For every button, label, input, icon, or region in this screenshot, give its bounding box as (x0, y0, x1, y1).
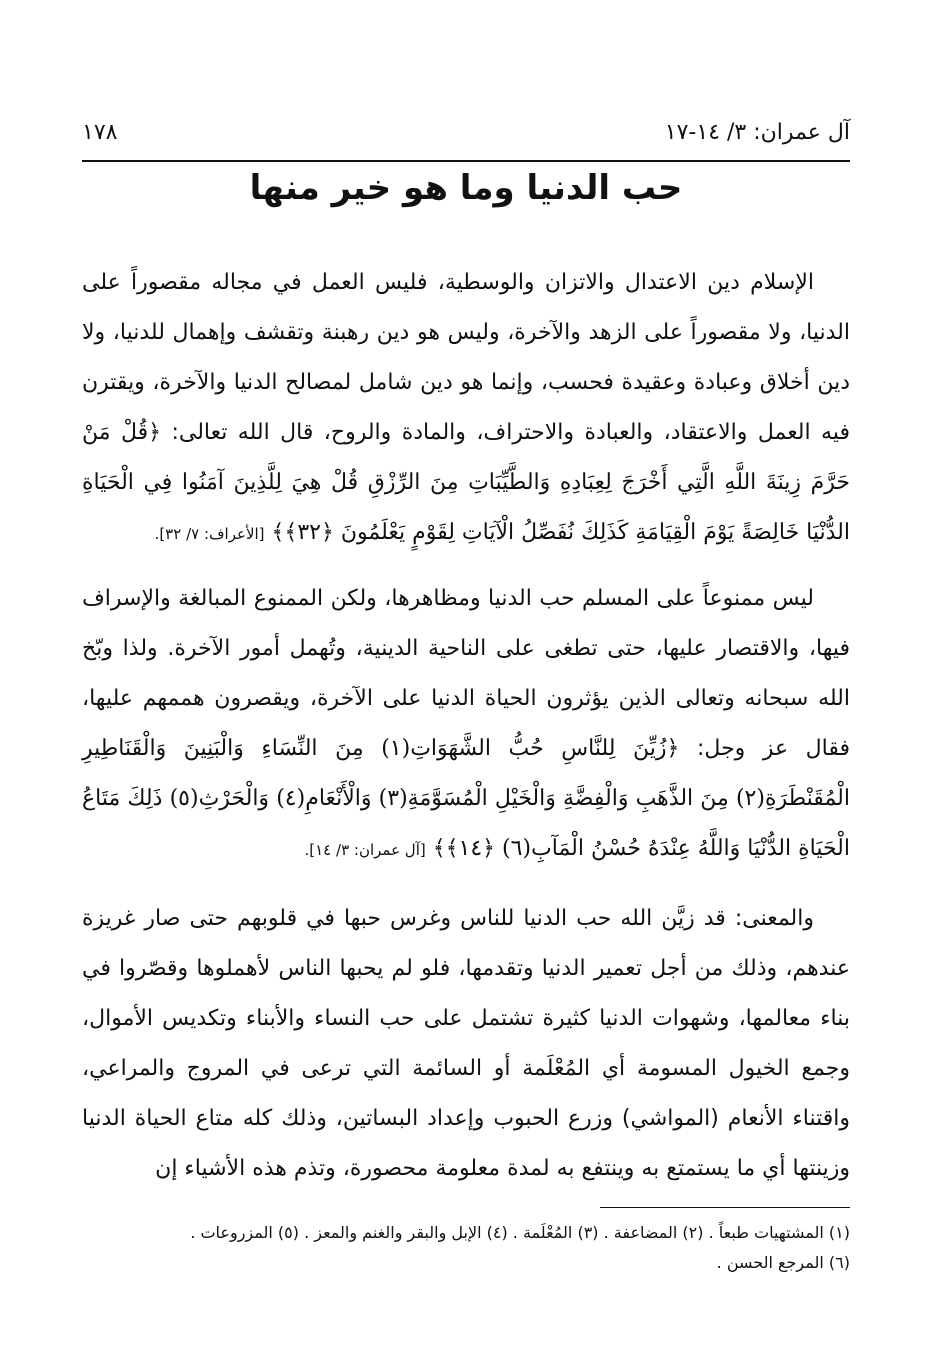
paragraph-1 (82, 258, 850, 559)
verse-source-1: [الأعراف: ٧/ ٣٢]. (154, 525, 265, 543)
header-rule (82, 160, 850, 162)
running-header (82, 120, 850, 160)
paragraph-3 (82, 894, 850, 1194)
verse-source-2: [آل عمران: ٣/ ١٤]. (304, 841, 426, 859)
quran-verse-1: ﴿قُلْ مَنْ حَرَّمَ زِينَةَ اللَّهِ الَّتِي أَخْرَجَ لِعِبَادِهِ وَالطَّيِّبَاتِ مِنَ الرِّزْقِ قُلْ هِيَ لِلَّذِينَ آمَنُوا فِي الْحَيَاةِ الدُّنْيَا خَالِصَةً يَوْمَ الْقِيَامَةِ كَذَلِكَ نُفَصِّلُ الْآيَاتِ لِقَوْمٍ يَعْلَمُونَ ﴿٣٢﴾﴾ (82, 420, 850, 545)
quran-verse-2: ﴿زُيِّنَ لِلنَّاسِ حُبُّ الشَّهَوَاتِ(١) مِنَ النِّسَاءِ وَالْبَنِينَ وَالْقَنَاطِيرِ الْمُقَنْطَرَةِ(٢) مِنَ الذَّهَبِ وَالْفِضَّةِ وَالْخَيْلِ الْمُسَوَّمَةِ(٣) وَالْأَنْعَامِ(٤) وَالْحَرْثِ(٥) ذَلِكَ مَتَاعُ الْحَيَاةِ الدُّنْيَا وَاللَّهُ عِنْدَهُ حُسْنُ الْمَآبِ(٦) ﴿١٤﴾﴾ (82, 736, 850, 861)
page-number: ١٧٨ (82, 120, 118, 145)
paragraph-3-text: والمعنى: قد زيَّن الله حب الدنيا للناس وغرس حبها في قلوبهم حتى صار غريزة عندهم، وذلك من أجل تعمير الدنيا وتقدمها، فلو لم يحبها الناس لأهملوها وقصّروا في بناء معالمها، وشهوات الدنيا كثيرة تشتمل على حب النساء والأبناء وتكديس الأموال، وجمع الخيول المسومة أي المُعْلَمة أو السائمة التي ترعى في المروج والمراعي، واقتناء الأنعام (المواشي) وزرع الحبوب وإعداد البساتين، وذلك كله متاع الحياة الدنيا وزينتها أي ما يستمتع به وينتفع به لمدة معلومة محصورة، وتذم هذه الأشياء إن (82, 906, 850, 1181)
paragraph-1-text: الإسلام دين الاعتدال والاتزان والوسطية، فليس العمل في مجاله مقصوراً على الدنيا، ولا مقصوراً على الزهد والآخرة، وليس هو دين رهبنة وتقشف وإهمال للدنيا، ولا دين أخلاق وعبادة وعقيدة فحسب، وإنما هو دين شامل لمصالح الدنيا والآخرة، ويقترن فيه العمل والاعتقاد، والعبادة والاحتراف، والمادة والروح، قال الله تعالى: (82, 270, 851, 445)
section-title: حب الدنيا وما هو خير منها (249, 168, 683, 208)
footnote-line-2: (٦) المرجع الحسن . (716, 1253, 850, 1272)
footnote-rule (600, 1207, 850, 1208)
paragraph-2 (82, 574, 850, 875)
paragraph-2-text: ليس ممنوعاً على المسلم حب الدنيا ومظاهرها، ولكن الممنوع المبالغة والإسراف فيها، والاقتصار عليها، حتى تطغى على الناحية الدينية، وتُهمل أمور الآخرة. ولذا وبّخ الله سبحانه وتعالى الذين يؤثرون الحياة الدنيا على الآخرة، ويقصرون هممهم عليها، فقال عز وجل: (82, 586, 851, 761)
footnotes (82, 1218, 850, 1278)
surah-reference: آل عمران: ٣/ ١٤-١٧ (664, 120, 850, 145)
footnote-line-1: (١) المشتهيات طبعاً . (٢) المضاعفة . (٣) المُعْلَمة . (٤) الإبل والبقر والغنم والمعز . (٥) المزروعات . (190, 1223, 850, 1242)
